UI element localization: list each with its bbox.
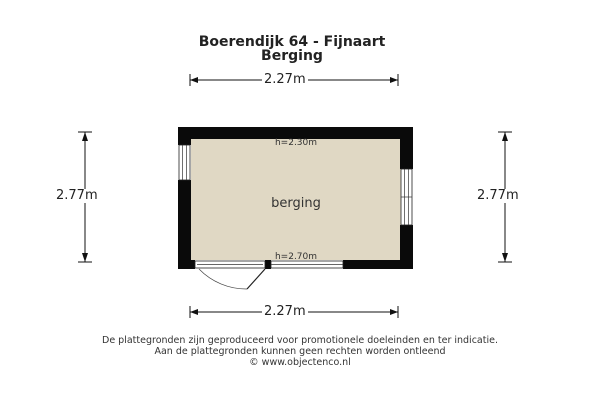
plan-floor-title: Berging bbox=[261, 48, 323, 64]
left-wall-upper bbox=[178, 127, 191, 145]
ceiling-height-bottom-label: h=2.70m bbox=[274, 252, 318, 262]
ceiling-height-top-label: h=2.30m bbox=[274, 138, 318, 148]
bottom-window bbox=[271, 261, 343, 268]
bottom-wall-post bbox=[265, 260, 271, 269]
door bbox=[195, 261, 265, 289]
right-window bbox=[401, 169, 412, 225]
left-window bbox=[179, 145, 190, 180]
copyright-line: © www.objectenco.nl bbox=[249, 357, 351, 368]
bottom-wall-left bbox=[178, 260, 195, 269]
left-depth-label: 2.77m bbox=[56, 188, 98, 203]
bottom-wall-right bbox=[343, 260, 413, 269]
disclaimer-line-2: Aan de plattegronden kunnen geen rechten worden ontleend bbox=[154, 346, 446, 357]
plan-address-title: Boerendijk 64 - Fijnaart bbox=[198, 34, 386, 50]
bottom-width-label: 2.27m bbox=[264, 304, 306, 319]
room-name-label: berging bbox=[271, 196, 321, 211]
right-depth-label: 2.77m bbox=[477, 188, 519, 203]
right-wall-upper bbox=[400, 127, 413, 169]
disclaimer-line-1: De plattegronden zijn geproduceerd voor promotionele doeleinden en ter indicatie. bbox=[102, 335, 498, 346]
left-wall-lower bbox=[178, 180, 191, 269]
top-width-label: 2.27m bbox=[264, 72, 306, 87]
